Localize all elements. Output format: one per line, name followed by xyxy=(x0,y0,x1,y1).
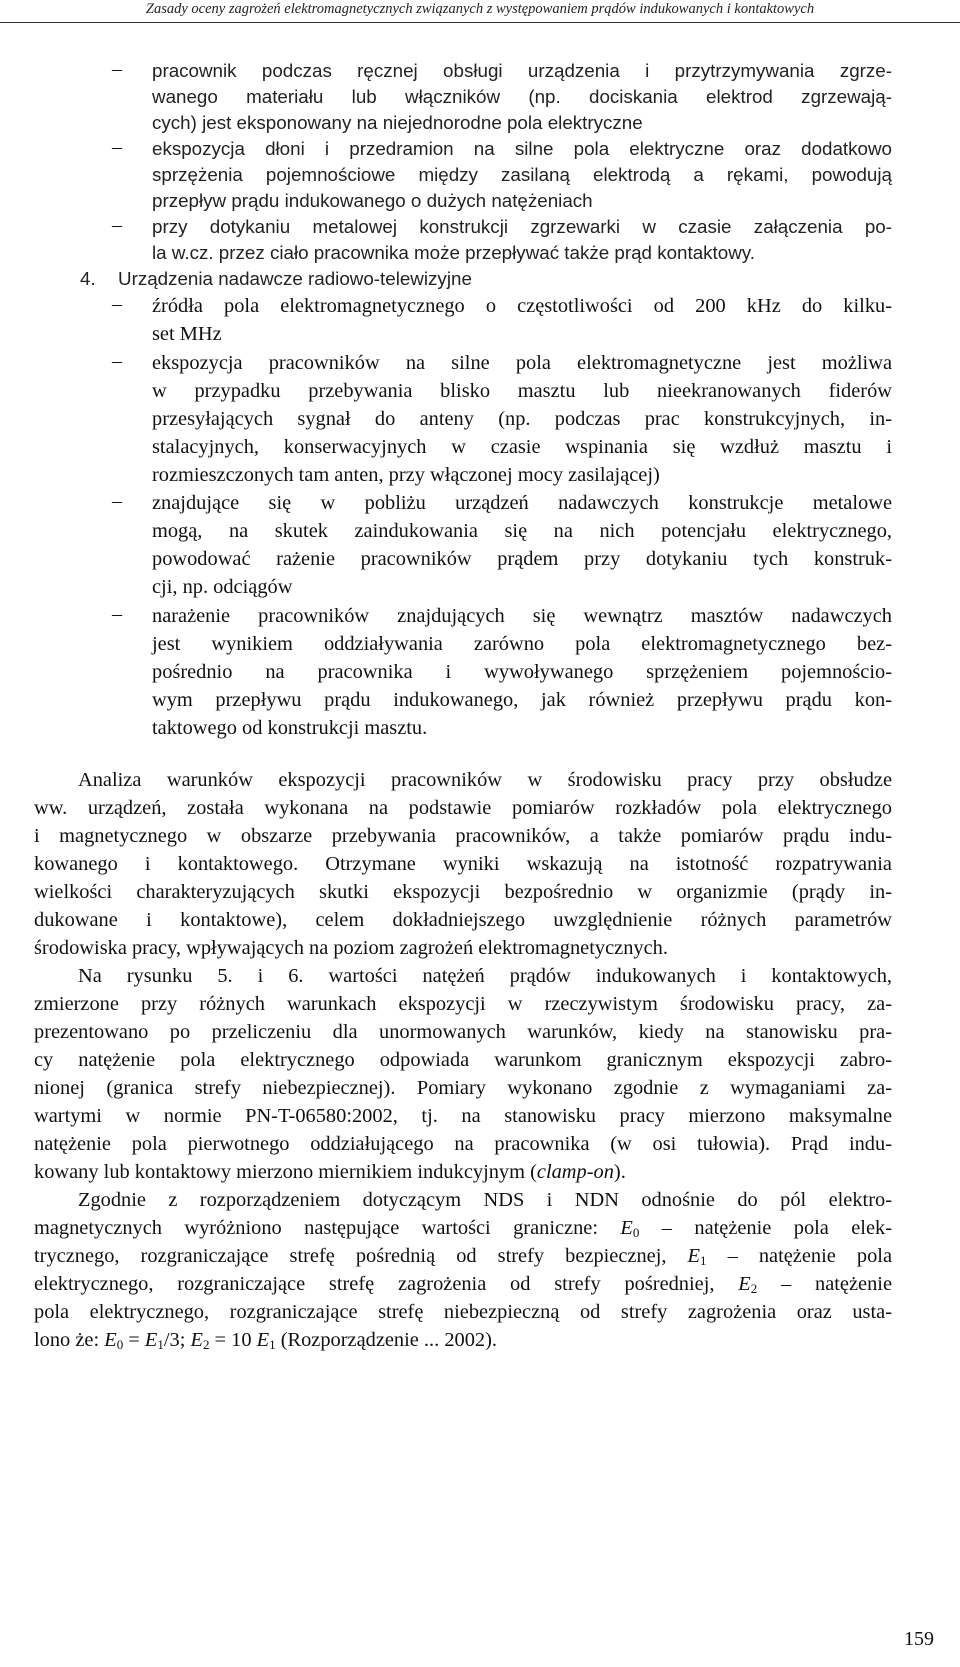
symbol-e: E xyxy=(620,1217,633,1239)
text-line: wanego materiału lub włączników (np. dociskania elektrod zgrzewają- xyxy=(152,86,892,107)
text-line: jest wynikiem oddziaływania zarówno pola elektromagnetycznego bez- xyxy=(152,633,892,655)
text-line: mogą, na skutek zaindukowania się na nich potencjału elektrycznego, xyxy=(152,520,892,542)
list-bullet: – xyxy=(112,214,122,236)
italic-term: clamp-on xyxy=(536,1161,614,1183)
subscript: 2 xyxy=(202,1337,210,1352)
symbol-e: E xyxy=(738,1273,751,1295)
paragraph-line: Analiza warunków ekspozycji pracowników w środowisku pracy przy obsłudze xyxy=(78,769,892,791)
text-line: przesyłających sygnał do anteny (np. podczas prac konstrukcyjnych, in- xyxy=(152,408,892,430)
text-line: wym przepływu prądu indukowanego, jak również przepływu prądu kon- xyxy=(152,689,892,711)
subscript: 0 xyxy=(632,1225,640,1240)
paragraph-line xyxy=(34,1271,892,1297)
text-run: lono że: xyxy=(34,1329,105,1351)
list-bullet: – xyxy=(112,350,122,372)
subscript: 1 xyxy=(700,1253,707,1268)
text-line: znajdujące się w pobliżu urządzeń nadawczych konstrukcje metalowe xyxy=(152,492,892,514)
symbol-e: E xyxy=(104,1329,117,1351)
symbol-e: E xyxy=(144,1329,158,1351)
text-line: la w.cz. przez ciało pracownika może przepływać także prąd kontaktowy. xyxy=(152,242,755,263)
text-run: /3; xyxy=(163,1329,191,1351)
paragraph-line: Na rysunku 5. i 6. wartości natężeń prądów indukowanych i kontaktowych, xyxy=(78,965,892,987)
text-run: trycznego, rozgraniczające strefę pośrednią od strefy bezpiecznej, xyxy=(34,1245,688,1267)
subscript: 1 xyxy=(269,1337,276,1352)
symbol-e: E xyxy=(687,1245,701,1267)
paragraph-line: cy natężenie pola elektrycznego odpowiada warunkom granicznym ekspozycji zabro- xyxy=(34,1049,892,1071)
text-run: magnetycznych wyróżniono następujące wartości graniczne: xyxy=(34,1217,621,1239)
text-line: cji, np. odciągów xyxy=(152,576,293,598)
subscript: 0 xyxy=(116,1337,124,1352)
text-line: przepływ prądu indukowanego o dużych natężeniach xyxy=(152,190,593,211)
list-bullet: – xyxy=(112,490,122,512)
text-line: pośrednio na pracownika i wywoływanego sprzężeniem pojemnościo- xyxy=(152,661,892,683)
list-number: 4. xyxy=(80,268,96,289)
paragraph-line: wartymi w normie PN-T-06580:2002, tj. na stanowisku pracy mierzono maksymalne xyxy=(34,1105,892,1127)
paragraph-line xyxy=(34,1243,892,1269)
text-line: stalacyjnych, konserwacyjnych w czasie wspinania się wzdłuż masztu i xyxy=(152,436,892,458)
text-line: cych) jest eksponowany na niejednorodne pola elektryczne xyxy=(152,112,643,133)
paragraph-line: Zgodnie z rozporządzeniem dotyczącym NDS i NDN odnośnie do pól elektro- xyxy=(78,1189,892,1211)
paragraph-line xyxy=(34,1327,497,1353)
text-run: ). xyxy=(613,1161,626,1183)
text-line: set MHz xyxy=(152,323,222,345)
symbol-e: E xyxy=(190,1329,203,1351)
paragraph-line: prezentowano po przeliczeniu dla unormowanych warunków, kiedy na stanowisku pra- xyxy=(34,1021,892,1043)
paragraph-line: wielkości charakteryzujących skutki ekspozycji bezpośrednio w organizmie (prądy in- xyxy=(34,881,892,903)
paragraph-line: kowanego i kontaktowego. Otrzymane wyniki wskazują na istotność rozpatrywania xyxy=(34,853,892,875)
list-bullet: – xyxy=(112,603,122,625)
paragraph-line: natężenie pola pierwotnego oddziałującego na pracownika (w osi tułowia). Prąd indu- xyxy=(34,1133,892,1155)
running-header: Zasady oceny zagrożeń elektromagnetycznych związanych z występowaniem prądów indukowanych i kontaktowych xyxy=(145,1,815,17)
text-line: w przypadku przebywania blisko masztu lub nieekranowanych fiderów xyxy=(152,380,892,402)
text-run: – natężenie xyxy=(757,1273,892,1295)
paragraph-line xyxy=(34,1215,892,1241)
text-line: ekspozycja dłoni i przedramion na silne pola elektryczne oraz dodatkowo xyxy=(152,138,892,159)
paragraph-line xyxy=(34,1159,626,1185)
text-run: elektrycznego, rozgraniczające strefę zagrożenia od strefy pośredniej, xyxy=(34,1273,739,1295)
text-line: rozmieszczonych tam anten, przy włączonej mocy zasilającej) xyxy=(152,464,660,486)
text-run: – natężenie pola elek- xyxy=(639,1217,892,1239)
text-run: = xyxy=(123,1329,145,1351)
text-line: powodować rażenie pracowników prądem przy dotykaniu tych konstruk- xyxy=(152,548,892,570)
paragraph-line: i magnetycznego w obszarze przebywania pracowników, a także pomiarów prądu indu- xyxy=(34,825,892,847)
paragraph-line: pola elektrycznego, rozgraniczające strefę niebezpieczną od strefy zagrożenia oraz usta- xyxy=(34,1301,892,1323)
paragraph-line: ww. urządzeń, została wykonana na podstawie pomiarów rozkładów pola elektrycznego xyxy=(34,797,892,819)
text-run: – natężenie pola xyxy=(706,1245,892,1267)
text-run: = 10 xyxy=(209,1329,257,1351)
paragraph-line: dukowane i kontaktowe), celem dokładniejszego uwzględnienie różnych parametrów xyxy=(34,909,892,931)
text-run: (Rozporządzenie ... 2002). xyxy=(275,1329,497,1351)
text-line: ekspozycja pracowników na silne pola elektromagnetyczne jest możliwa xyxy=(152,352,892,374)
paragraph-line: nionej (granica strefy niebezpiecznej). Pomiary wykonano zgodnie z wymaganiami za- xyxy=(34,1077,892,1099)
list-bullet: – xyxy=(112,293,122,315)
text-line: sprzężenia pojemnościowe między zasilaną elektrodą a rękami, powodują xyxy=(152,164,892,185)
section-heading: Urządzenia nadawcze radiowo-telewizyjne xyxy=(118,268,472,289)
text-line: narażenie pracowników znajdujących się wewnątrz masztów nadawczych xyxy=(152,605,892,627)
text-run: kowany lub kontaktowy mierzono miernikiem indukcyjnym ( xyxy=(34,1161,537,1183)
text-line: pracownik podczas ręcznej obsługi urządzenia i przytrzymywania zgrze- xyxy=(152,60,892,81)
text-line: źródła pola elektromagnetycznego o częstotliwości od 200 kHz do kilku- xyxy=(152,295,892,317)
text-line: przy dotykaniu metalowej konstrukcji zgrzewarki w czasie załączenia po- xyxy=(152,216,892,237)
paragraph-line: środowiska pracy, wpływających na poziom zagrożeń elektromagnetycznych. xyxy=(34,937,668,959)
page-number: 159 xyxy=(904,1628,934,1650)
header-rule xyxy=(0,22,960,23)
text-line: taktowego od konstrukcji masztu. xyxy=(152,717,428,739)
symbol-e: E xyxy=(256,1329,270,1351)
list-bullet: – xyxy=(112,58,122,80)
list-bullet: – xyxy=(112,136,122,158)
subscript: 2 xyxy=(750,1281,758,1296)
paragraph-line: zmierzone przy różnych warunkach ekspozycji w rzeczywistym środowisku pracy, za- xyxy=(34,993,892,1015)
subscript: 1 xyxy=(157,1337,164,1352)
